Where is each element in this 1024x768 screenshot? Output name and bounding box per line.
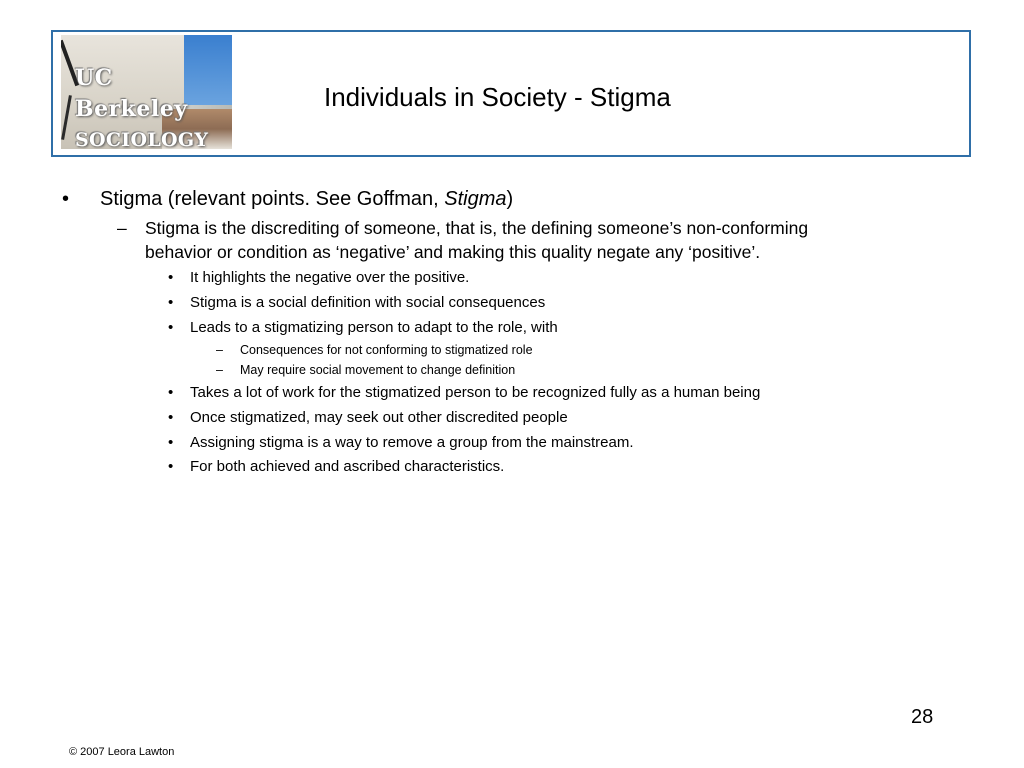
list-item: Assigning stigma is a way to remove a group from the mainstream. <box>190 434 634 451</box>
list-item: May require social movement to change definition <box>240 363 516 377</box>
list-item: Takes a lot of work for the stigmatized person to be recognized fully as a human being <box>190 384 761 401</box>
bullet-goffman <box>100 188 513 211</box>
bullet-marker: • <box>168 294 174 311</box>
bullet-marker: • <box>168 319 174 336</box>
bullet-marker: • <box>168 269 174 286</box>
bullet-marker: • <box>168 409 174 426</box>
definition-line-2: behavior or condition as ‘negative’ and making this quality negate any ‘positive’. <box>145 242 761 262</box>
book-title-italic: Stigma <box>444 188 507 210</box>
list-item: It highlights the negative over the positive. <box>190 269 470 286</box>
uc-berkeley-sociology-logo <box>61 35 232 149</box>
definition-line-1: Stigma is the discrediting of someone, that is, the defining someone’s non-conforming <box>145 218 809 238</box>
bullet-marker: • <box>168 458 174 475</box>
dash-marker: – <box>117 218 127 238</box>
list-item: For both achieved and ascribed characteristics. <box>190 458 505 475</box>
dash-marker: – <box>216 343 223 357</box>
list-item: Stigma is a social definition with social consequences <box>190 294 546 311</box>
logo-line-1: UC Berkeley <box>75 65 188 122</box>
bullet-text-end: ) <box>506 188 514 210</box>
bullet-text: Stigma (relevant points. See Goffman, <box>100 188 445 210</box>
title-frame <box>51 30 971 157</box>
list-item: Once stigmatized, may seek out other discredited people <box>190 409 568 426</box>
logo-line-2: SOCIOLOGY <box>75 129 209 149</box>
bullet-marker: • <box>62 188 70 210</box>
copyright-footer: © 2007 Leora Lawton <box>69 746 175 758</box>
dash-marker: – <box>216 363 223 377</box>
bullet-marker: • <box>168 434 174 451</box>
list-item: Leads to a stigmatizing person to adapt to the role, with <box>190 319 558 336</box>
slide-title: Individuals in Society - Stigma <box>324 82 671 112</box>
bullet-marker: • <box>168 384 174 401</box>
page-number: 28 <box>911 706 934 728</box>
list-item: Consequences for not conforming to stigmatized role <box>240 343 533 357</box>
